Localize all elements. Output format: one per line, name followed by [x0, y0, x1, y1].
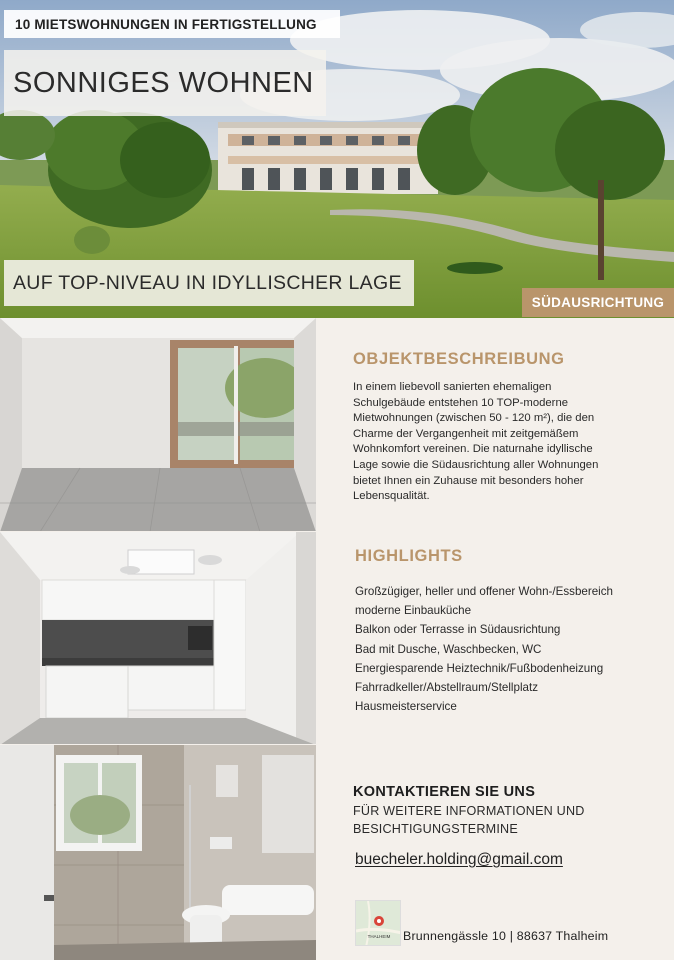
- list-item: Energiesparende Heiztechnik/Fußbodenheizung: [355, 661, 604, 675]
- units-tagline: 10 MIETSWOHNUNGEN IN FERTIGSTELLUNG: [4, 10, 340, 38]
- page-subtitle: AUF TOP-NIVEAU IN IDYLLISCHER LAGE: [4, 260, 414, 306]
- hero-photo: [0, 0, 674, 318]
- address-text: Brunnengässle 10 | 88637 Thalheim: [403, 929, 609, 943]
- description-line: In einem liebevoll sanierten ehemaligen: [353, 381, 552, 393]
- description-line: Schulgebäude entstehen 10 TOP-moderne: [353, 396, 569, 409]
- list-item: Hausmeisterservice: [355, 700, 457, 714]
- contact-subline: BESICHTIGUNGSTERMINE: [353, 821, 518, 836]
- highlights-heading: HIGHLIGHTS: [355, 547, 463, 565]
- kitchen-photo: [0, 532, 316, 745]
- list-item: moderne Einbauküche: [355, 604, 472, 618]
- highlights-list: [355, 582, 655, 716]
- contact-subheading: [353, 803, 653, 838]
- description-line: Wohnkomfort vereinen. Die naturnahe idyllische: [353, 443, 593, 456]
- map-label: THALHEIM: [367, 934, 391, 939]
- description-text: [353, 380, 643, 505]
- living-room-photo: [0, 318, 316, 532]
- description-line: Lage sowie die Südausrichtung aller Wohnungen: [353, 458, 599, 471]
- description-line: Mietwohnungen (zwischen 50 - 120 m²), die den: [353, 412, 595, 425]
- description-line: Charme der Vergangenheit mit zeitgemäßem: [353, 427, 579, 440]
- description-line: bietet Ihnen ein Zuhause mit besonders hoher: [353, 474, 584, 487]
- bathroom-photo: [0, 745, 316, 960]
- email-link[interactable]: buecheler.holding@gmail.com: [355, 851, 563, 868]
- list-item: Großzügiger, heller und offener Wohn-/Essbereich: [355, 585, 613, 598]
- photo-column: [0, 318, 316, 960]
- description-line: Lebensqualität.: [353, 490, 430, 503]
- list-item: Balkon oder Terrasse in Südausrichtung: [355, 623, 561, 637]
- contact-subline: FÜR WEITERE INFORMATIONEN UND: [353, 804, 585, 818]
- description-heading: OBJEKTBESCHREIBUNG: [353, 350, 565, 368]
- contact-heading: KONTAKTIEREN SIE UNS: [353, 784, 536, 800]
- map-thumbnail[interactable]: [355, 900, 401, 946]
- list-item: Fahrradkeller/Abstellraum/Stellplatz: [355, 681, 538, 695]
- list-item: Bad mit Dusche, Waschbecken, WC: [355, 642, 542, 656]
- page-title: SONNIGES WOHNEN: [4, 50, 326, 116]
- orientation-badge: SÜDAUSRICHTUNG: [522, 288, 674, 317]
